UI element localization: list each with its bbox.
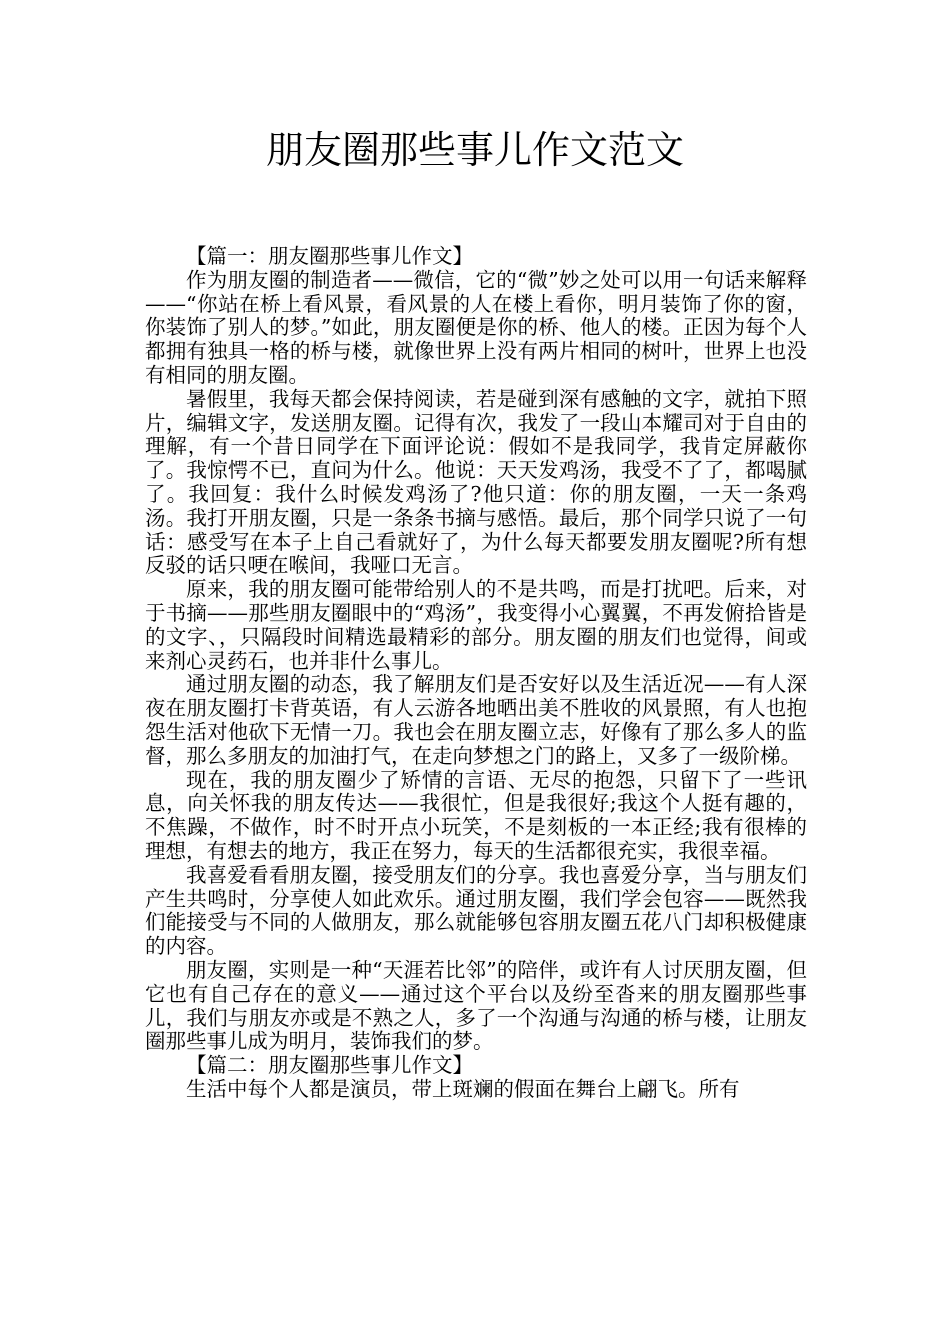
- paragraph: 作为朋友圈的制造者——微信，它的“微”妙之处可以用一句话来解释——“你站在桥上看风景，看风景的人在楼上看你，明月装饰了你的窗，你装饰了别人的梦。”如此，朋友圈便是你的桥、他人的楼。正因为每个人都拥有独具一格的桥与楼，就像世界上没有两片相同的树叶，世界上也没有相同的朋友圈。: [145, 267, 807, 387]
- paragraph: 通过朋友圈的动态，我了解朋友们是否安好以及生活近况——有人深夜在朋友圈打卡背英语，有人云游各地晒出美不胜收的风景照，有人也抱怨生活对他砍下无情一刀。我也会在朋友圈立志，好像有了那么多人的监督，那么多朋友的加油打气，在走向梦想之门的路上，又多了一级阶梯。: [145, 672, 807, 768]
- paragraph: 朋友圈，实则是一种“天涯若比邻”的陪伴，或许有人讨厌朋友圈，但它也有自己存在的意义——通过这个平台以及纷至沓来的朋友圈那些事儿，我们与朋友亦或是不熟之人，多了一个沟通与沟通的桥与楼，让朋友圈那些事儿成为明月，装饰我们的梦。: [145, 957, 807, 1054]
- document-body: [145, 245, 807, 1102]
- section-heading-2: 【篇二：朋友圈那些事儿作文】: [186, 1053, 473, 1078]
- document-title: 朋友圈那些事儿作文范文: [265, 128, 684, 172]
- section-heading-1: 【篇一：朋友圈那些事儿作文】: [186, 244, 473, 268]
- paragraph: 暑假里，我每天都会保持阅读，若是碰到深有感触的文字，就拍下照片，编辑文字，发送朋友圈。记得有次，我发了一段山本耀司对于自由的理解，有一个昔日同学在下面评论说：假如不是我同学，我肯定屏蔽你了。我惊愕不已，直问为什么。他说：天天发鸡汤，我受不了了，都喝腻了。我回复：我什么时候发鸡汤了?他只道：你的朋友圈，一天一条鸡汤。我打开朋友圈，只是一条条书摘与感悟。最后，那个同学只说了一句话：感受写在本子上自己看就好了，为什么每天都要发朋友圈呢?所有想反驳的话只哽在喉间，我哑口无言。: [145, 386, 807, 578]
- paragraph: 我喜爱看看朋友圈，接受朋友们的分享。我也喜爱分享，当与朋友们产生共鸣时，分享使人如此欢乐。通过朋友圈，我们学会包容——既然我们能接受与不同的人做朋友，那么就能够包容朋友圈五花八门却积极健康的内容。: [145, 862, 807, 959]
- paragraph: 原来，我的朋友圈可能带给别人的不是共鸣，而是打扰吧。后来，对于书摘——那些朋友圈眼中的“鸡汤”，我变得小心翼翼，不再发俯拾皆是的文字、，只隔段时间精选最精彩的部分。朋友圈的朋友们也觉得，间或来剂心灵药石，也并非什么事儿。: [145, 577, 807, 673]
- paragraph: 现在，我的朋友圈少了矫情的言语、无尽的抱怨，只留下了一些讯息，向关怀我的朋友传达——我很忙，但是我很好;我这个人挺有趣的，不焦躁，不做作，时不时开点小玩笑，不是刻板的一本正经;我有很棒的理想，有想去的地方，我正在努力，每天的生活都很充实，我很幸福。: [145, 767, 807, 863]
- paragraph: 生活中每个人都是演员，带上斑斓的假面在舞台上翩飞。所有: [186, 1076, 740, 1101]
